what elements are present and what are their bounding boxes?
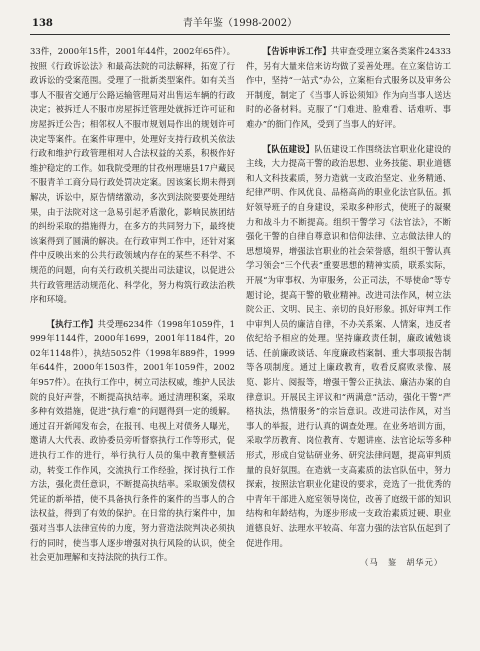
section-heading: 【执行工作】 (46, 318, 98, 329)
continued-paragraph: 33件，2000年15件，2001年44件，2002年65件）。按照《行政诉讼法》和最高法院的司法解释，拓宽了行政诉讼的受案范围。受理了一批新类型案件。如有关当事人不服省交通厅公路运输管理局对出售运车辆的行政决定；被拆迁人不服市房屋拆迁管理处就拆迁许可证和房屋拆迁公告；相邻权人不服市规划局作出的规划许可决定等案件。在案件审理中，处理好支持行政机关依法行政和维护行政管理相对人合法权益的关系，积极作好维护稳定的工作。如我院受理的甘孜州理塘县17户藏民不服青羊工商分局行政处罚决定案。因该案长期未得到解决，诉讼中，原告情绪激动，多次到法院要要处理结果，由于法院对这一急易引起矛盾激化，影响民族团结的纠纷采取的措施得力，在多方的共同努力下，最终使该案得到了圆满的解决。在行政审判工作中，还针对案件中反映出来的公共行政领域内存在的某些不科学、不规范的问题，向有关行政机关提出司法建议，以促进公共行政管理活动规范化、科学化，努力构筑行政法治秩序和环境。 (30, 46, 235, 305)
running-title: 青羊年鉴（1998-2002） (182, 18, 298, 29)
section-team-building-paragraph (246, 142, 451, 551)
author-signature: （马 鉴 胡华元） (360, 557, 443, 568)
section-complaints-paragraph (246, 44, 451, 132)
section-heading: 【告诉申诉工作】 (262, 46, 331, 56)
section-body: 共审查受理立案各类案件24333件，另有大量来信来访均做了妥善处理。在立案信访工作中，坚持“一站式”办公，立案柜台式服务以及审务公开制度，制定了《当事人诉讼须知》作为向当事人送达时的必备材料。克服了“门难进、脸难看、话难听、事难办”的衙门作风，受到了当事人的好评。 (246, 46, 451, 129)
section-enforcement-paragraph (30, 317, 235, 565)
left-column (30, 44, 235, 565)
section-body: 共受理6234件（1998年1059件，1999年1144件，2000年1699，2001年1184件，2002年1148件），执结5052件（1998年889件，1999年644件，2000年1503件，2001年1059件，2002年957件）。在执行工作中，树立司法权威，维护人民法院的良好声誉，不断提高执结率。通过清理积案，采取多种有效措施，促进“执行难”的问题得到一定的缓解。通过召开新闻发布会，在报刊、电视上对债务人曝光，邀请人大代表、政协委员旁听督察执行工作等形式，促进执行工作的进行，举行执行人员的集中教育整顿活动，转变工作作风，交流执行工作经验，探讨执行工作方法，强化责任意识，不断提高执结率。采取颁发债权凭证的新举措，使不具备执行条件的案件的当事人的合法权益，得到了有效的保护。在日常的执行案件中，加强对当事人法律宣传的力度，努力营造法院判决必须执行的同时，使当事人逐步增强对执行风险的认识，使全社会更加理解和支持法院的执行工作。 (30, 318, 235, 563)
right-column (246, 44, 451, 570)
page-header (30, 16, 450, 35)
page-number: 138 (32, 18, 53, 29)
section-body: 队伍建设工作围绕法官职业化建设的主线，大力提高干警的政治思想、业务技能、职业道德和人文科技素质，努力造就一支政治坚定、业务精通、纪律严明、作风优良、品格高尚的职业化法官队伍。抓好领导班子的自身建设，采取多种形式，使班子的凝聚力和战斗力不断提高。组织干警学习《法官法》，不断强化干警的自律自尊意识和信仰法律、立志做法律人的思想境界，增强法官职业的社会荣誉感，组织干警认真学习领会“三个代表”重要思想的精神实质，联系实际，开展“为审事权、为审服务，公正司法，不辱使命”等专题讨论，提高干警的敬业精神。改进司法作风，树立法院公正、文明、民主、亲切的良好形象。抓好审判工作中审判人员的廉洁自律，不办关系案、人情案，违反者依纪给予相应的处理。坚持廉政责任制，廉政诫勉谈话、任前廉政谈话、年度廉政档案制、重大事项报告制等各项制度。通过上廉政教育，收看反腐败录像、展览、影片、阅报等，增强干警公正执法、廉洁办案的自律意识。开展民主评议和“两满意”活动，强化干警“严格执法，热情服务”的宗旨意识。改进司法作风，对当事人的举报，进行认真的调查处理。在业务培训方面，采取学历教育、岗位教育、专题讲座、法官论坛等多种形式，形成自觉钻研业务、研究法律问题，提高审判质量的良好氛围。在造就一支高素质的法官队伍中，努力探索，按照法官职业化建设的要求，竞选了一批优秀的中青年干部进入庭室领导岗位，改善了庭级干部的知识结构和年龄结构，为逐步形成一支政治素质过硬、职业道德良好、法理水平较高、年富力强的法官队伍起到了促进作用。 (246, 143, 452, 548)
administrative-trial-continued (30, 44, 235, 307)
section-complaints (246, 44, 451, 132)
section-heading: 【队伍建设】 (262, 143, 315, 154)
section-enforcement (30, 317, 235, 565)
section-team-building (246, 142, 451, 551)
